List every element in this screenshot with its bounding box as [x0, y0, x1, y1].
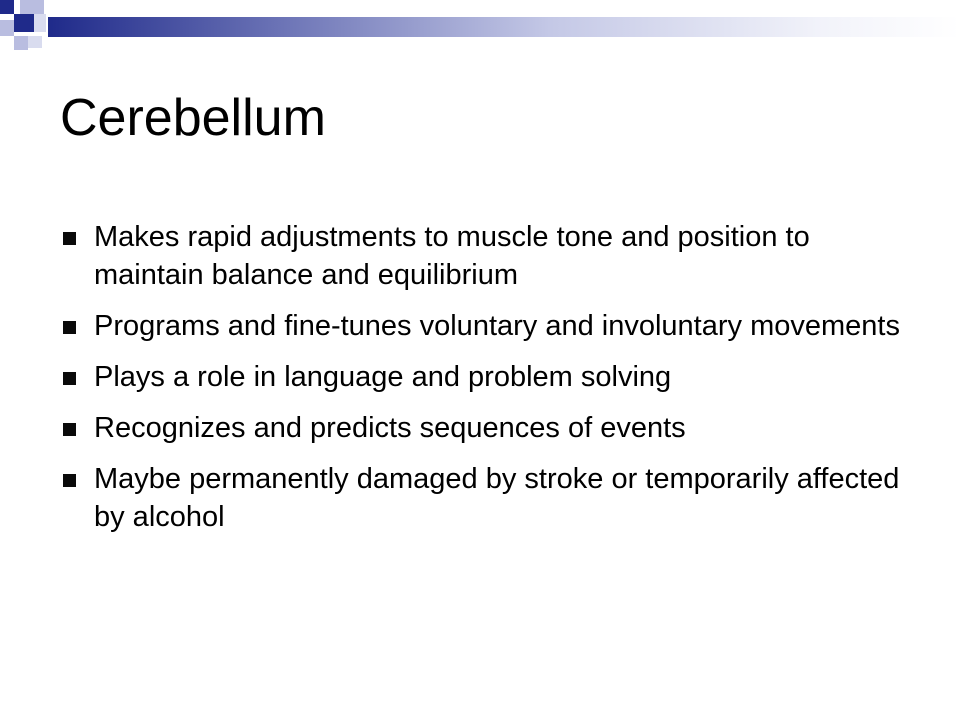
bullet-text: Plays a role in language and problem solving	[94, 361, 672, 393]
decor-square-navy-2	[14, 14, 34, 32]
bullet-text: Programs and fine-tunes voluntary and involuntary movements	[94, 310, 900, 342]
bullet-text: Makes rapid adjustments to muscle tone and position to maintain balance and equilibrium	[94, 221, 810, 291]
bullet-list	[60, 218, 920, 549]
decor-square-light-2	[28, 36, 42, 48]
bullet-item	[60, 358, 920, 396]
bullet-text: Recognizes and predicts sequences of events	[94, 412, 686, 444]
square-bullet-icon	[63, 474, 76, 487]
square-bullet-icon	[63, 372, 76, 385]
decor-square-lavender	[20, 0, 44, 14]
bullet-item	[60, 460, 920, 536]
bullet-text: Maybe permanently damaged by stroke or temporarily affected by alcohol	[94, 463, 900, 533]
header-gradient-bar	[48, 17, 960, 37]
bullet-item	[60, 307, 920, 345]
slide-title: Cerebellum	[60, 89, 326, 147]
square-bullet-icon	[63, 423, 76, 436]
decor-square-light	[34, 14, 46, 32]
bullet-item	[60, 409, 920, 447]
decor-square-lavender-3	[14, 36, 28, 50]
bullet-item	[60, 218, 920, 294]
square-bullet-icon	[63, 321, 76, 334]
decor-square-navy	[0, 0, 14, 14]
square-bullet-icon	[63, 232, 76, 245]
decor-square-lavender-2	[0, 20, 14, 36]
